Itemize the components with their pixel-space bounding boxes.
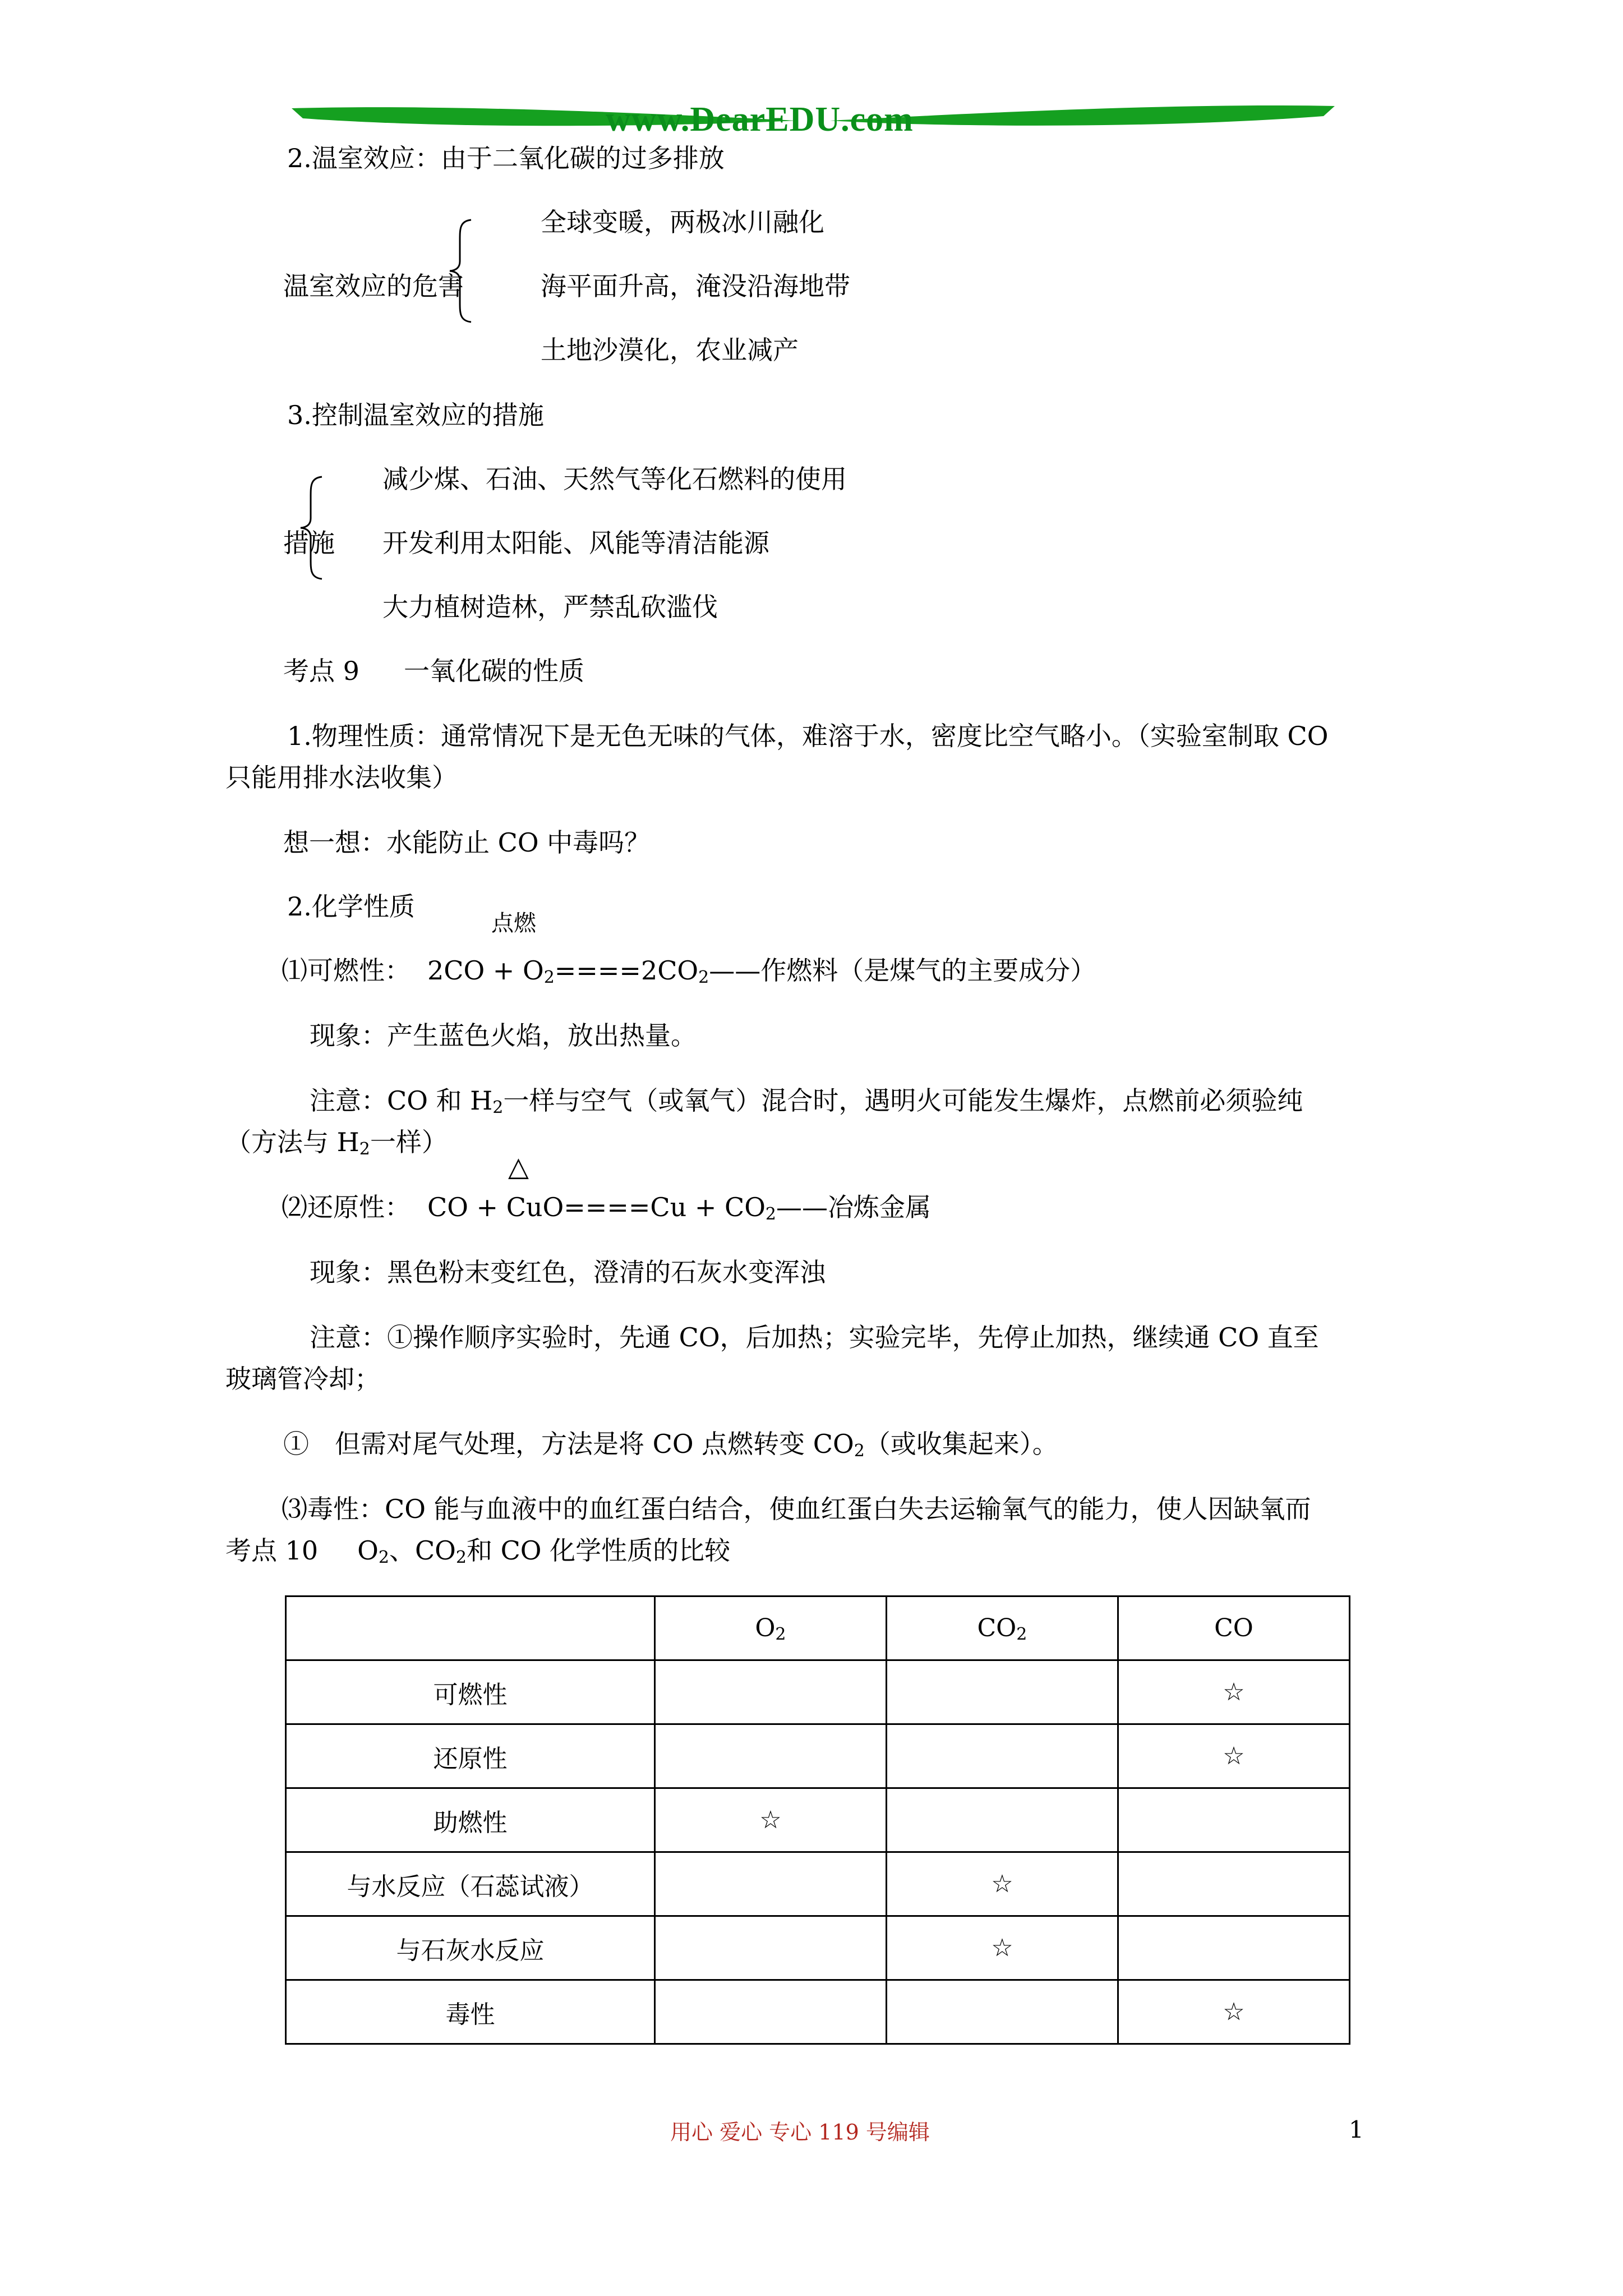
equation-note: ——作燃料（是煤气的主要成分） [709, 955, 1096, 986]
reduction-phenomenon: 现象：黑色粉末变红色，澄清的石灰水变浑浊 [310, 1257, 826, 1287]
table-cell [654, 1724, 886, 1788]
header-cell [286, 1596, 655, 1660]
row-label: 与水反应（石蕊试液） [286, 1852, 655, 1916]
header-cell-co2: $CO_2$ [886, 1596, 1118, 1660]
note-text: ① 但需对尾气处理，方法是将 CO 点燃转变 CO [283, 1429, 854, 1459]
table-cell [654, 1852, 886, 1916]
table-cell [886, 1980, 1118, 2044]
kaodian-number: 考点 10 [225, 1535, 319, 1566]
note-line: 玻璃管冷却； [225, 1364, 380, 1394]
toxicity-line: ⑶毒性：CO 能与血液中的血红蛋白结合，使血红蛋白失去运输氧气的能力，使人因缺氧而 [282, 1494, 1311, 1524]
subscript: 2 [698, 968, 709, 987]
section-title: 2.温室效应：由于二氧化碳的过多排放 [287, 143, 725, 173]
row-label: 毒性 [286, 1980, 655, 2044]
kaodian-title: 、CO [389, 1535, 456, 1566]
harm-item: 海平面升高，淹没沿海地带 [541, 271, 850, 301]
page-number: 1 [1349, 2116, 1364, 2143]
row-label: 助燃性 [286, 1788, 655, 1852]
physical-properties: 1.物理性质：通常情况下是无色无味的气体，难溶于水，密度比空气略小。（实验室制取 CO [287, 721, 1329, 751]
ignite-condition: 点燃 [491, 910, 536, 936]
table-cell: ☆ [654, 1788, 886, 1852]
row-label: 与石灰水反应 [286, 1916, 655, 1980]
kaodian-title: 一氧化碳的性质 [404, 656, 584, 686]
table-cell: ☆ [1118, 1660, 1350, 1724]
measure-label: 措施 [283, 528, 335, 558]
site-logo: www.DearEDU.com [606, 100, 914, 139]
kaodian-title: O [357, 1535, 379, 1566]
physical-properties-cont: 只能用排水法收集） [225, 762, 458, 793]
subscript: 2 [765, 1204, 777, 1224]
table-cell [1118, 1852, 1350, 1916]
header-cell-co: CO [1118, 1596, 1350, 1660]
table-row [286, 1788, 1350, 1852]
equation-part: 2CO + O [427, 955, 544, 986]
note-line [310, 1084, 1303, 1117]
note-text: （方法与 H [225, 1127, 359, 1157]
table-cell: ☆ [1118, 1980, 1350, 2044]
row-label: 还原性 [286, 1724, 655, 1788]
table-row [286, 1852, 1350, 1916]
note-line [225, 1125, 448, 1159]
table-cell: ☆ [1118, 1724, 1350, 1788]
table-row [286, 1980, 1350, 2044]
subscript: 2 [543, 968, 555, 987]
table-cell: ☆ [886, 1852, 1118, 1916]
reduction-label: ⑵还原性： [282, 1192, 411, 1222]
note-line: 注意：①操作顺序实验时，先通 CO，后加热；实验完毕，先停止加热，继续通 CO 直至 [310, 1322, 1319, 1352]
heat-symbol: △ [508, 1151, 529, 1182]
subscript: 2 [378, 1548, 389, 1567]
subscript: 2 [854, 1441, 865, 1461]
note-text: （或收集起来）。 [864, 1429, 1058, 1459]
note-text: 注意：CO 和 H [310, 1085, 493, 1116]
equation-note: ——冶炼金属 [776, 1192, 932, 1222]
subscript: 2 [492, 1098, 504, 1117]
table-header-row [286, 1596, 1350, 1660]
table-cell [886, 1660, 1118, 1724]
note-text: 一样） [370, 1127, 448, 1157]
kaodian-number: 考点 9 [283, 656, 359, 686]
note-text: 一样与空气（或氧气）混合时，遇明火可能发生爆炸，点燃前必须验纯 [503, 1085, 1303, 1116]
note-line [283, 1427, 1058, 1461]
left-brace-icon [446, 218, 474, 324]
equation-part: ====2CO [554, 955, 699, 986]
table-cell: ☆ [886, 1916, 1118, 1980]
footer-text: 用心 爱心 专心 119 号编辑 [670, 2120, 930, 2145]
combustion-phenomenon: 现象：产生蓝色火焰，放出热量。 [310, 1020, 697, 1051]
comparison-table [285, 1595, 1350, 2045]
subscript: 2 [359, 1139, 370, 1159]
table-cell [886, 1788, 1118, 1852]
table-cell [654, 1660, 886, 1724]
measure-item: 开发利用太阳能、风能等清洁能源 [382, 528, 769, 558]
harm-item: 土地沙漠化，农业减产 [541, 335, 799, 365]
table-row [286, 1660, 1350, 1724]
table-cell [654, 1980, 886, 2044]
combustibility-label: ⑴可燃性： [282, 955, 411, 986]
harm-item: 全球变暖，两极冰川融化 [541, 207, 824, 237]
subscript: 2 [455, 1548, 467, 1567]
reduction-line [282, 1190, 931, 1224]
table-row [286, 1724, 1350, 1788]
header-cell-o2: $O_2$ [654, 1596, 886, 1660]
section-title: 3.控制温室效应的措施 [287, 400, 544, 430]
equation-part: CO + CuO====Cu + CO [427, 1192, 766, 1222]
think-question: 想一想：水能防止 CO 中毒吗？ [283, 827, 651, 858]
table-cell [654, 1916, 886, 1980]
table-row [286, 1916, 1350, 1980]
kaodian-10-line [225, 1534, 730, 1567]
harm-label: 温室效应的危害 [283, 271, 464, 301]
table-cell [1118, 1916, 1350, 1980]
chemical-properties-title: 2.化学性质 [287, 891, 415, 922]
combustibility-line [282, 954, 1096, 987]
table-cell [886, 1724, 1118, 1788]
table-cell [1118, 1788, 1350, 1852]
kaodian-title: 和 CO 化学性质的比较 [466, 1535, 731, 1566]
measure-item: 减少煤、石油、天然气等化石燃料的使用 [382, 464, 847, 494]
measure-item: 大力植树造林，严禁乱砍滥伐 [382, 592, 718, 622]
row-label: 可燃性 [286, 1660, 655, 1724]
